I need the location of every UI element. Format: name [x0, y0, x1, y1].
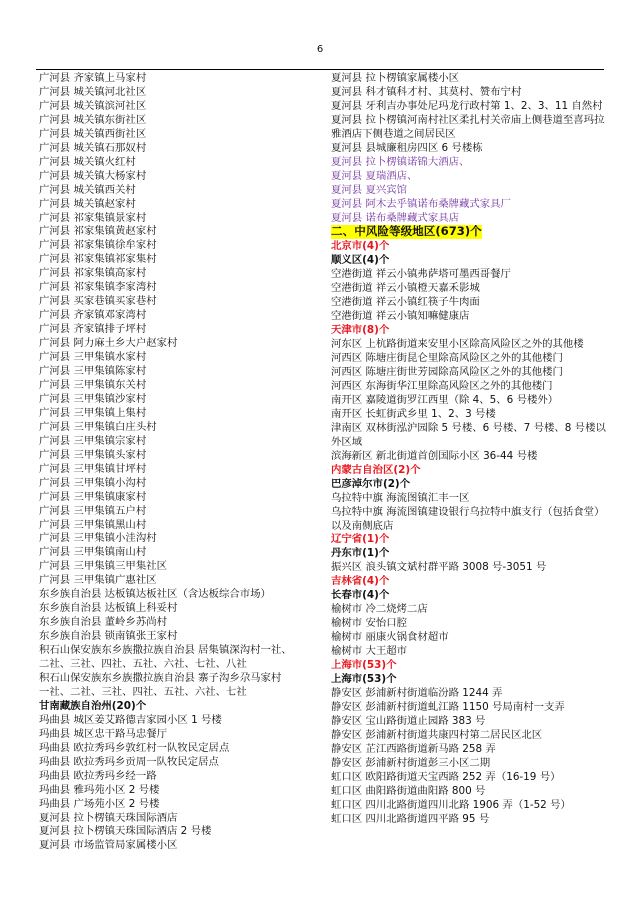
- list-item: 广河县 三甲集镇小洼沟村: [39, 532, 157, 545]
- list-item: 玛曲县 城区姜艾路德吉家园小区 1 号楼: [39, 713, 222, 726]
- list-item: 夏河县 县城廉租房四区 6 号楼栋: [331, 141, 483, 154]
- list-item: 广河县 阿力麻土乡大户赵家村: [39, 337, 178, 350]
- list-item: 玛曲县 欧拉秀玛乡敦红村一队牧民定居点: [39, 741, 230, 754]
- risk-level-heading-text: 二、中风险等级地区(673)个: [331, 225, 482, 239]
- list-item: 广河县 齐家镇邓家湾村: [39, 309, 147, 322]
- list-item: 南开区 嘉陵道街罗江西里（除 4、5、6 号楼外）: [331, 393, 559, 406]
- list-item: 广河县 城关镇大杨家村: [39, 169, 147, 182]
- list-item: 夏河县 拉卜楞镇天珠国际酒店: [39, 811, 178, 824]
- list-item: 东乡族自治县 达板镇上科妥村: [39, 602, 178, 615]
- list-item: 广河县 城关镇石那奴村: [39, 141, 147, 154]
- list-item: 广河县 祁家集镇祁家集村: [39, 253, 157, 266]
- list-item: 东乡族自治县 达板镇达板社区（含达板综合市场）: [39, 588, 271, 601]
- list-item: 广河县 三甲集镇小沟村: [39, 476, 147, 489]
- list-item: 乌拉特中旗 海流图镇建设银行乌拉特中旗支行（包括食堂）以及南侧底店: [331, 505, 605, 532]
- list-item: 积石山保安族东乡族撒拉族自治县 寨子沟乡尕马家村: [39, 671, 282, 684]
- list-item: 玛曲县 雅玛苑小区 2 号楼: [39, 783, 160, 796]
- list-item: 广河县 三甲集镇头家村: [39, 448, 147, 461]
- province-heading: 上海市(53)个: [331, 659, 397, 672]
- list-item: 广河县 城关镇西街社区: [39, 127, 147, 140]
- list-item: 乌拉特中旗 海流图镇汇丰一区: [331, 491, 470, 504]
- province-heading: 北京市(4)个: [331, 240, 390, 253]
- list-item: 广河县 城关镇赵家村: [39, 197, 136, 210]
- list-item: 夏河县 拉卜楞镇诺锦大酒店、: [331, 155, 470, 168]
- list-item: 夏河县 阿木去乎镇诺布桑牌藏式家具厂: [331, 197, 511, 210]
- list-item: 河东区 上杭路街道来安里小区除高风险区之外的其他楼: [331, 338, 584, 351]
- list-item: 静安区 彭浦新村街道临汾路 1244 弄: [331, 686, 503, 699]
- list-item: 南开区 长虹街武乡里 1、2、3 号楼: [331, 407, 496, 420]
- list-item: 夏河县 诺布桑牌藏式家具店: [331, 211, 459, 224]
- list-item: 夏河县 拉卜楞镇天珠国际酒店 2 号楼: [39, 825, 212, 838]
- risk-level-heading: [331, 225, 606, 240]
- list-item: 滨海新区 新北街道首创国际小区 36-44 号楼: [331, 449, 538, 462]
- list-item: 静安区 彭浦新村街道彭三小区二期: [331, 756, 491, 769]
- list-item: 广河县 三甲集镇陈家村: [39, 365, 147, 378]
- list-item: 广河县 城关镇火红村: [39, 155, 136, 168]
- list-item: 广河县 城关镇东街社区: [39, 113, 147, 126]
- list-item: 广河县 城关镇西关村: [39, 183, 136, 196]
- list-item: 广河县 三甲集镇上集村: [39, 406, 147, 419]
- list-item: 东乡族自治县 董岭乡苏尚村: [39, 616, 167, 629]
- list-item: 榆树市 冷二烧烤二店: [331, 603, 428, 616]
- list-item: 虹口区 曲阳路街道曲阳路 800 号: [331, 784, 486, 797]
- list-item: 东乡族自治县 锁南镇张王家村: [39, 630, 178, 643]
- section-heading: 顺义区(4)个: [331, 254, 390, 267]
- list-item: 河西区 东海街华江里除高风险区之外的其他楼门: [331, 379, 553, 392]
- list-item: 夏河县 拉卜楞镇河南村社区柔扎村关帝庙上侧巷道至喜玛拉雅酒店下侧巷道之间居民区: [331, 113, 605, 140]
- list-item: 玛曲县 城区忠干路马忠餐厅: [39, 727, 167, 740]
- province-heading: 吉林省(4)个: [331, 575, 390, 588]
- list-item: 积石山保安族东乡族撒拉族自治县 居集镇深沟村一社、: [39, 644, 292, 657]
- list-item: 夏河县 牙利吉办事处尼玛龙行政村第 1、2、3、11 自然村: [331, 99, 603, 112]
- list-item: 广河县 买家巷镇买家巷村: [39, 295, 157, 308]
- list-item: 夏河县 拉卜楞镇家属楼小区: [331, 72, 459, 84]
- list-item: 玛曲县 广场苑小区 2 号楼: [39, 797, 160, 810]
- list-item: 夏河县 夏瑞酒店、: [331, 169, 418, 182]
- list-item: 广河县 三甲集镇黑山村: [39, 518, 147, 531]
- list-item: 榆树市 丽康火锅食材超市: [331, 631, 449, 644]
- list-item: 振兴区 浪头镇文斌村群平路 3008 号-3051 号: [331, 561, 547, 574]
- list-item: 一社、二社、三社、四社、五社、六社、七社: [39, 685, 247, 698]
- list-item: 广河县 祁家集镇徐牟家村: [39, 239, 157, 252]
- section-heading: 长春市(4)个: [331, 589, 390, 602]
- list-item: 玛曲县 欧拉秀玛乡贡周一队牧民定居点: [39, 755, 219, 768]
- list-item: 虹口区 欧阳路街道天宝西路 252 弄（16-19 号）: [331, 770, 561, 783]
- list-item: 广河县 齐家镇上马家村: [39, 72, 147, 84]
- list-item: 空港街道 祥云小镇弗萨塔可墨西哥餐厅: [331, 268, 511, 281]
- list-item: 夏河县 夏兴宾馆: [331, 183, 408, 196]
- list-item: 夏河县 市场监管局家属楼小区: [39, 839, 178, 852]
- list-item: 广河县 城关镇滨河社区: [39, 99, 147, 112]
- list-item: 广河县 三甲集镇沙家村: [39, 392, 147, 405]
- page-number: 6: [316, 44, 324, 55]
- list-item: 广河县 三甲集镇甘坪村: [39, 462, 147, 475]
- list-item: 河西区 陈塘庄街昆仑里除高风险区之外的其他楼门: [331, 352, 563, 365]
- list-item: 静安区 彭浦新村街道虬江路 1150 号局南村一支弄: [331, 700, 565, 713]
- left-column: [39, 72, 324, 853]
- list-item: 玛曲县 欧拉秀玛乡经一路: [39, 769, 157, 782]
- list-item: 二社、三社、四社、五社、六社、七社、八社: [39, 658, 247, 671]
- section-heading: 上海市(53)个: [331, 672, 397, 685]
- province-heading: 辽宁省(1)个: [331, 533, 390, 546]
- list-item: 空港街道 祥云小镇知嘛健康店: [331, 310, 470, 323]
- list-item: 静安区 芷江西路街道新马路 258 弄: [331, 742, 496, 755]
- list-item: 广河县 齐家镇排子坪村: [39, 323, 147, 336]
- list-item: 虹口区 四川北路街道四平路 95 号: [331, 812, 490, 825]
- list-item: 广河县 三甲集镇宗家村: [39, 434, 147, 447]
- list-item: 广河县 三甲集镇三甲集社区: [39, 560, 167, 573]
- list-item: 广河县 祁家集镇高家村: [39, 267, 147, 280]
- list-item: 榆树市 大王超市: [331, 645, 408, 658]
- province-heading: 天津市(8)个: [331, 324, 390, 337]
- province-heading: 内蒙古自治区(2)个: [331, 463, 421, 476]
- list-item: 广河县 三甲集镇东关村: [39, 378, 147, 391]
- list-item: 静安区 宝山路街道止园路 383 号: [331, 714, 486, 727]
- list-item: 广河县 三甲集镇广惠社区: [39, 574, 157, 587]
- list-item: 广河县 三甲集镇南山村: [39, 546, 147, 559]
- list-item: 空港街道 祥云小镇红筷子牛肉面: [331, 296, 480, 309]
- list-item: 广河县 祁家集镇李家湾村: [39, 281, 157, 294]
- list-item: 广河县 三甲集镇康家村: [39, 490, 147, 503]
- list-item: 津南区 双林街泓沪园除 5 号楼、6 号楼、7 号楼、8 号楼以外区域: [331, 421, 606, 448]
- list-item: 广河县 城关镇河北社区: [39, 85, 147, 98]
- list-item: 广河县 祁家集镇黄赵家村: [39, 225, 157, 238]
- list-item: 榆树市 安怡口腔: [331, 617, 408, 630]
- section-heading: 甘南藏族自治州(20)个: [39, 699, 147, 712]
- list-item: 静安区 彭浦新村街道共康四村第二居民区北区: [331, 728, 543, 741]
- list-item: 广河县 三甲集镇五户村: [39, 504, 147, 517]
- list-item: 河西区 陈塘庄街世芳园除高风险区之外的其他楼门: [331, 366, 563, 379]
- list-item: 广河县 三甲集镇白庄头村: [39, 420, 157, 433]
- list-item: 空港街道 祥云小镇橙天嘉禾影城: [331, 282, 480, 295]
- list-item: 广河县 祁家集镇景家村: [39, 211, 147, 224]
- list-item: 夏河县 科才镇科才村、其莫村、赞布宁村: [331, 85, 522, 98]
- header-rule: [36, 69, 604, 70]
- section-heading: 丹东市(1)个: [331, 547, 390, 560]
- right-column: [331, 72, 606, 826]
- list-item: 广河县 三甲集镇水家村: [39, 351, 147, 364]
- section-heading: 巴彦淖尔市(2)个: [331, 477, 411, 490]
- list-item: 虹口区 四川北路街道四川北路 1906 弄（1-52 号）: [331, 798, 571, 811]
